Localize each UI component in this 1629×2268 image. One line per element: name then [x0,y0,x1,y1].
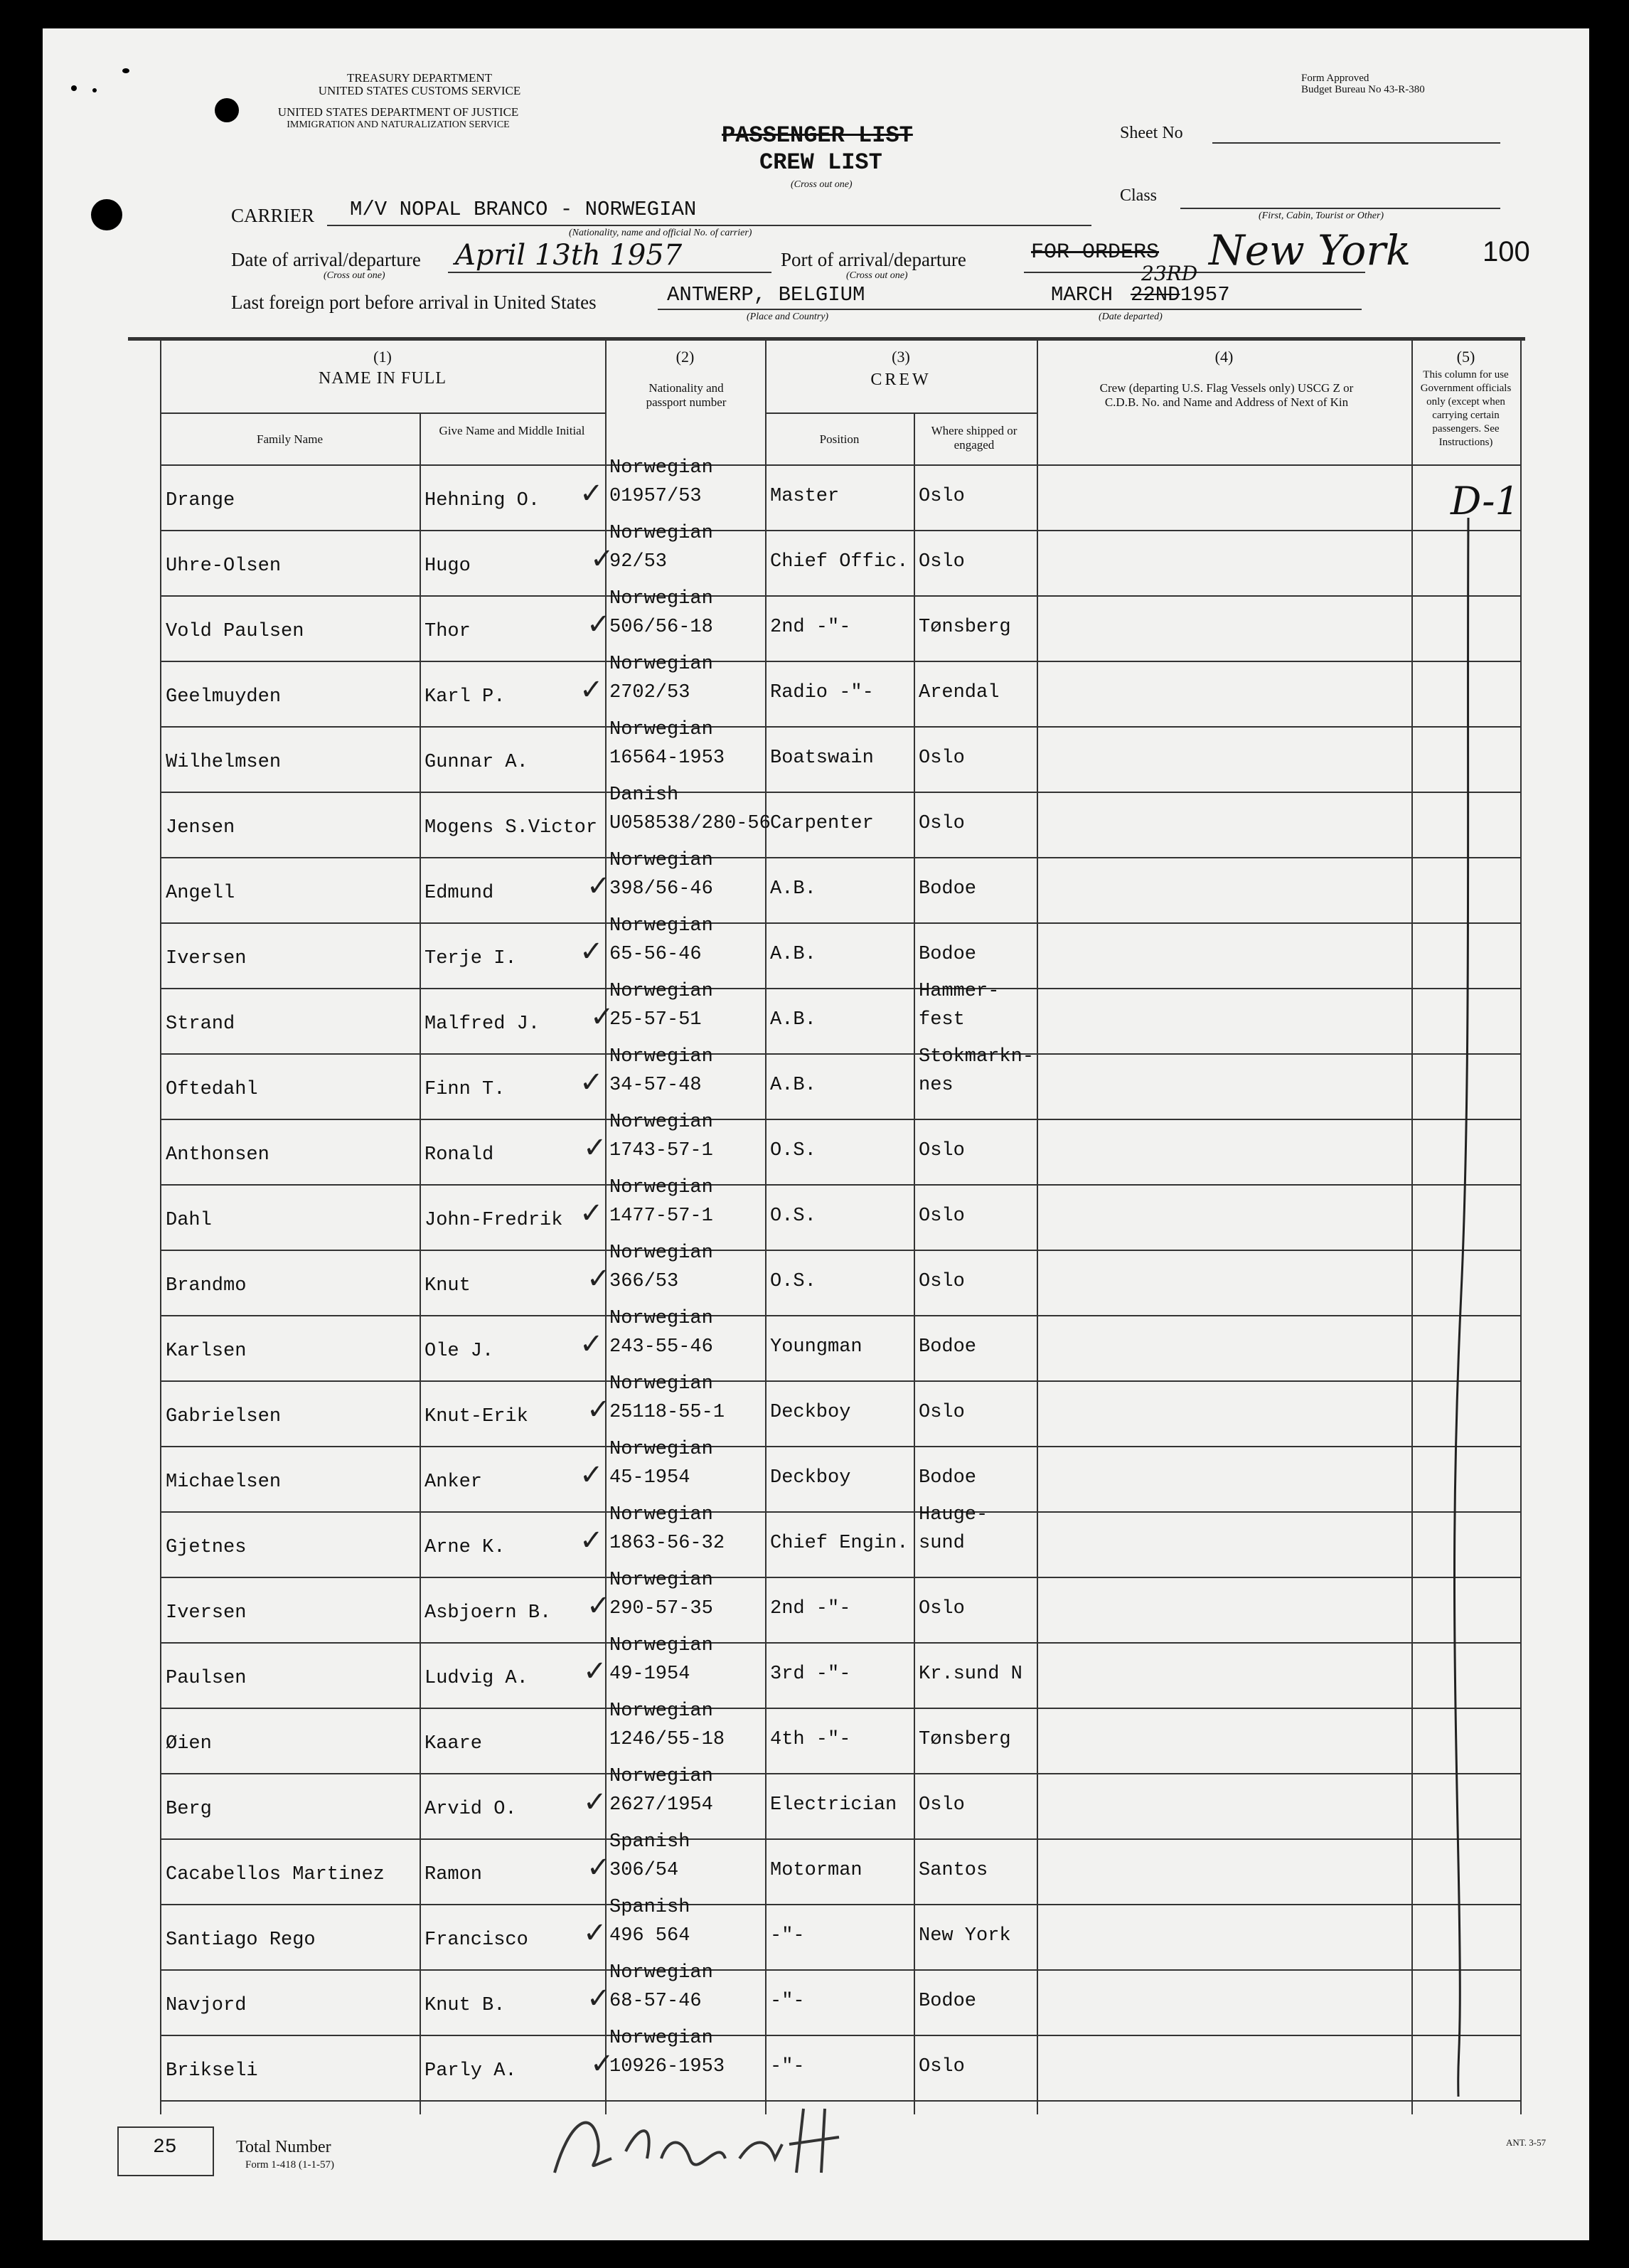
nationality-cell: Norwegian [609,2028,713,2049]
check-mark-icon: ✓ [583,1786,607,1819]
check-mark-icon: ✓ [587,608,611,641]
family-name-cell: Jensen [166,817,235,838]
position-cell: A.B. [770,1009,816,1031]
table-row [160,981,1520,1055]
nationality-cell: Danish [609,784,679,806]
nationality-cell: Norwegian [609,523,713,544]
given-name-cell: Thor [424,621,471,642]
given-name-cell: Anker [424,1471,483,1493]
nationality-cell: Norwegian [609,457,713,479]
family-name-cell: Iversen [166,948,247,969]
passport-cell: 45-1954 [609,1467,690,1489]
foreign-port-note: (Place and Country) [747,312,829,322]
given-name-cell: Parly A. [424,2060,517,2082]
table-row [160,1439,1520,1513]
given-name-cell: Ludvig A. [424,1668,528,1689]
position-cell: Chief Engin. [770,1533,909,1554]
arrival-date-note: (Cross out one) [324,270,385,281]
class-label: Class [1120,186,1158,205]
where-shipped-cell: Oslo [919,1794,965,1816]
check-mark-icon: ✓ [587,870,611,903]
nationality-cell: Norwegian [609,1112,713,1133]
check-mark-icon: ✓ [580,477,604,510]
given-name-cell: Malfred J. [424,1013,540,1035]
arrival-date-label: Date of arrival/departure [231,249,421,270]
table-row [160,1897,1520,1971]
port-value: New York [1209,226,1411,275]
where-shipped-cell: Tønsberg [919,1729,1011,1750]
where-shipped-cell: Bodoe [919,1991,977,2012]
table-row [160,654,1520,728]
given-name-cell: Ronald [424,1144,494,1166]
check-mark-icon: ✓ [580,1328,604,1361]
table-row [160,1962,1520,2036]
table-row [160,1831,1520,1905]
check-mark-icon: ✓ [583,1132,607,1164]
nationality-cell: Norwegian [609,1570,713,1591]
passport-cell: 92/53 [609,551,668,573]
given-name-cell: Gunnar A. [424,752,528,773]
nationality-cell: Norwegian [609,588,713,609]
nationality-cell: Norwegian [609,1962,713,1984]
table-row [160,850,1520,924]
page-number: 100 [1483,236,1530,267]
check-mark-icon: ✓ [587,1851,611,1884]
family-name-cell: Paulsen [166,1668,247,1689]
table-row [160,523,1520,597]
passport-cell: 49-1954 [609,1663,690,1685]
check-mark-icon: ✓ [580,1066,604,1099]
where-shipped-cell: Kr.sund N [919,1663,1022,1685]
family-name-cell: Øien [166,1733,212,1755]
where-shipped-cell: Stokmarkn- [919,1046,1035,1068]
speck [122,68,129,73]
where-shipped-cell-line2: sund [919,1533,965,1554]
nationality-cell: Spanish [609,1831,690,1853]
nationality-cell: Norwegian [609,1700,713,1722]
given-name-cell: Arvid O. [424,1799,517,1820]
where-shipped-cell: Hauge- [919,1504,988,1526]
table-row [160,1177,1520,1251]
col1-given-name: Give Name and Middle Initial [439,424,585,437]
family-name-cell: Iversen [166,1602,247,1624]
position-cell: Carpenter [770,813,874,834]
passport-cell: 2702/53 [609,682,690,703]
passport-cell: 25-57-51 [609,1009,702,1031]
corner-code: ANT. 3-57 [1506,2137,1547,2148]
given-name-cell: Hehning O. [424,490,540,511]
where-shipped-cell: Oslo [919,486,965,507]
position-cell: A.B. [770,944,816,965]
col1-number: (1) [373,348,392,366]
family-name-cell: Karlsen [166,1341,247,1362]
title-cross-out-note: (Cross out one) [791,179,853,190]
position-cell: Deckboy [770,1467,851,1489]
total-number-value: 25 [153,2136,177,2158]
family-name-cell: Gabrielsen [166,1406,282,1427]
family-name-cell: Wilhelmsen [166,752,282,773]
treasury-dept-line2: UNITED STATES CUSTOMS SERVICE [318,84,521,97]
foreign-port-line [658,309,1362,310]
class-line [1180,208,1500,209]
treasury-dept-line1: TREASURY DEPARTMENT [346,71,493,85]
table-row [160,784,1520,858]
given-name-cell: Francisco [424,1929,528,1951]
family-name-cell: Uhre-Olsen [166,555,282,577]
nationality-cell: Norwegian [609,1242,713,1264]
given-name-cell: Ramon [424,1864,483,1885]
nationality-cell: Norwegian [609,1308,713,1329]
nationality-cell: Norwegian [609,1439,713,1460]
nationality-cell: Norwegian [609,1766,713,1787]
passport-cell: 290-57-35 [609,1598,713,1619]
col4-title: Crew (departing U.S. Flag Vessels only) USCG Z or C.D.B. No. and Name and Address of Next of Kin [1099,381,1354,409]
where-shipped-cell-line2: nes [919,1075,954,1096]
col1-title: NAME IN FULL [319,369,447,388]
check-mark-icon: ✓ [587,1982,611,2015]
col3-title: CREW [870,371,931,389]
carrier-value: M/V NOPAL BRANCO - NORWEGIAN [350,198,697,221]
given-name-cell: John-Fredrik [424,1210,563,1231]
family-name-cell: Michaelsen [166,1471,282,1493]
departed-note: (Date departed) [1099,312,1163,322]
table-row [160,2028,1520,2102]
foreign-port-value: ANTWERP, BELGIUM [667,283,865,307]
passport-cell: 34-57-48 [609,1075,702,1096]
where-shipped-cell: Arendal [919,682,1000,703]
carrier-line [327,225,1091,226]
family-name-cell: Angell [166,883,235,904]
official-mark: D-1 [1451,479,1519,523]
family-name-cell: Strand [166,1013,235,1035]
where-shipped-cell: Oslo [919,1402,965,1423]
passport-cell: U058538/280-56 [609,813,771,834]
col4-number: (4) [1214,348,1234,366]
punch-hole [91,199,122,230]
given-name-cell: Asbjoern B. [424,1602,552,1624]
justice-dept-line2: IMMIGRATION AND NATURALIZATION SERVICE [287,119,510,130]
table-row [160,1504,1520,1578]
arrival-date-line [448,272,771,273]
title-passenger-list-struck: PASSENGER LIST [722,122,913,149]
nationality-cell: Norwegian [609,1504,713,1526]
table-row [160,1046,1520,1120]
position-cell: Boatswain [770,747,874,769]
col2-number: (2) [675,348,695,366]
family-name-cell: Navjord [166,1995,247,2016]
family-name-cell: Geelmuyden [166,686,282,708]
family-name-cell: Gjetnes [166,1537,247,1558]
passport-cell: 506/56-18 [609,617,713,638]
port-label: Port of arrival/departure [781,249,966,270]
departed-year: 1957 [1180,283,1230,307]
position-cell: 3rd -"- [770,1663,851,1685]
table-row [160,1635,1520,1709]
check-mark-icon: ✓ [580,1197,604,1230]
position-cell: O.S. [770,1140,816,1161]
col3-where-shipped: Where shipped or engaged [931,424,1018,452]
where-shipped-cell: Santos [919,1860,988,1881]
speck [92,88,97,92]
where-shipped-cell: Oslo [919,813,965,834]
check-mark-icon: ✓ [580,1459,604,1491]
justice-dept-line1: UNITED STATES DEPARTMENT OF JUSTICE [277,105,519,119]
given-name-cell: Hugo [424,555,471,577]
given-name-cell: Terje I. [424,948,517,969]
given-name-cell: Mogens S.Victor [424,817,598,838]
sheet-no-label: Sheet No [1120,124,1183,142]
passport-cell: 1863-56-32 [609,1533,725,1554]
position-cell: -"- [770,1991,805,2012]
total-number-label: Total Number [236,2138,331,2156]
col1-family-name: Family Name [256,432,323,446]
table-row [160,719,1520,793]
family-name-cell: Brikseli [166,2060,258,2082]
where-shipped-cell: Oslo [919,1205,965,1227]
passport-cell: 366/53 [609,1271,679,1292]
form-approved-line1: Form Approved [1301,73,1369,84]
family-name-cell: Santiago Rego [166,1929,316,1951]
col3-number: (3) [892,348,910,366]
table-row [160,915,1520,989]
given-name-cell: Edmund [424,883,494,904]
position-cell: Master [770,486,840,507]
table-row [160,1308,1520,1382]
col3-position: Position [819,432,860,446]
departed-day-correction: 23RD [1141,262,1198,285]
check-mark-icon: ✓ [590,1001,614,1033]
position-cell: 2nd -"- [770,1598,851,1619]
position-cell: Motorman [770,1860,862,1881]
nationality-cell: Norwegian [609,1635,713,1656]
official-column-line [1411,511,1518,2104]
passport-cell: 496 564 [609,1925,690,1947]
where-shipped-cell: Oslo [919,2056,965,2077]
arrival-date-value: April 13th 1957 [455,239,683,272]
carrier-note: (Nationality, name and official No. of carrier) [569,228,752,238]
given-name-cell: Knut-Erik [424,1406,528,1427]
family-name-cell: Oftedahl [166,1079,258,1100]
carrier-label: CARRIER [231,205,315,226]
crew-table [160,340,1522,2114]
nationality-cell: Norwegian [609,981,713,1002]
passport-cell: 1743-57-1 [609,1140,713,1161]
passport-cell: 16564-1953 [609,747,725,769]
position-cell: 2nd -"- [770,617,851,638]
position-cell: Deckboy [770,1402,851,1423]
passport-cell: 1246/55-18 [609,1729,725,1750]
col5-title: This column for use Government officials only (except when carrying certain passengers. See Instructions) [1420,369,1512,448]
passport-cell: 2627/1954 [609,1794,713,1816]
where-shipped-cell: Hammer- [919,981,1000,1002]
table-row [160,1700,1520,1774]
where-shipped-cell: Tønsberg [919,617,1011,638]
punch-hole [215,98,239,122]
check-mark-icon: ✓ [580,935,604,968]
table-row [160,1242,1520,1316]
position-cell: O.S. [770,1205,816,1227]
family-name-cell: Dahl [166,1210,212,1231]
where-shipped-cell-line2: fest [919,1009,965,1031]
position-cell: 4th -"- [770,1729,851,1750]
table-row [160,1570,1520,1644]
position-cell: Electrician [770,1794,897,1816]
sheet-no-line [1212,142,1500,144]
given-name-cell: Finn T. [424,1079,506,1100]
where-shipped-cell: Bodoe [919,944,977,965]
table-row [160,457,1520,531]
given-name-cell: Kaare [424,1733,483,1755]
family-name-cell: Cacabellos Martinez [166,1864,385,1885]
position-cell: Youngman [770,1336,862,1358]
passport-cell: 68-57-46 [609,1991,702,2012]
check-mark-icon: ✓ [580,674,604,706]
family-name-cell: Drange [166,490,235,511]
where-shipped-cell: Oslo [919,1598,965,1619]
check-mark-icon: ✓ [587,1393,611,1426]
form-approved-line2: Budget Bureau No 43-R-380 [1301,84,1425,95]
check-mark-icon: ✓ [583,1655,607,1688]
check-mark-icon: ✓ [590,2048,614,2080]
col5-number: (5) [1456,348,1475,366]
form-number: Form 1-418 (1-1-57) [245,2159,334,2171]
nationality-cell: Norwegian [609,1046,713,1068]
position-cell: -"- [770,1925,805,1947]
position-cell: O.S. [770,1271,816,1292]
where-shipped-cell: Oslo [919,551,965,573]
nationality-cell: Norwegian [609,915,713,937]
nationality-cell: Spanish [609,1897,690,1918]
passport-cell: 398/56-46 [609,878,713,900]
family-name-cell: Anthonsen [166,1144,269,1166]
given-name-cell: Knut [424,1275,471,1297]
nationality-cell: Norwegian [609,1373,713,1395]
check-mark-icon: ✓ [580,1524,604,1557]
position-cell: Chief Offic. [770,551,909,573]
given-name-cell: Arne K. [424,1537,506,1558]
signature [540,2094,867,2194]
given-name-cell: Karl P. [424,686,506,708]
nationality-cell: Norwegian [609,1177,713,1198]
position-cell: A.B. [770,878,816,900]
position-cell: Radio -"- [770,682,874,703]
speck [71,85,77,91]
family-name-cell: Berg [166,1799,212,1820]
check-mark-icon: ✓ [587,1262,611,1295]
passport-cell: 65-56-46 [609,944,702,965]
check-mark-icon: ✓ [590,543,614,575]
foreign-port-label: Last foreign port before arrival in United States [231,292,597,313]
passport-cell: 243-55-46 [609,1336,713,1358]
nationality-cell: Norwegian [609,654,713,675]
where-shipped-cell: New York [919,1925,1011,1947]
passport-cell: 306/54 [609,1860,679,1881]
passport-cell: 1477-57-1 [609,1205,713,1227]
where-shipped-cell: Oslo [919,747,965,769]
where-shipped-cell: Bodoe [919,1336,977,1358]
where-shipped-cell: Bodoe [919,878,977,900]
col2-title: Nationality and passport number [646,381,727,409]
check-mark-icon: ✓ [583,1917,607,1949]
given-name-cell: Knut B. [424,1995,506,2016]
table-row [160,1766,1520,1840]
given-name-cell: Ole J. [424,1341,494,1362]
passport-cell: 25118-55-1 [609,1402,725,1423]
table-row [160,588,1520,662]
nationality-cell: Norwegian [609,719,713,740]
departed-month: MARCH [1051,283,1113,307]
check-mark-icon: ✓ [587,1590,611,1622]
position-cell: -"- [770,2056,805,2077]
nationality-cell: Norwegian [609,850,713,871]
table-row [160,1112,1520,1186]
family-name-cell: Brandmo [166,1275,247,1297]
where-shipped-cell: Oslo [919,1140,965,1161]
title-crew-list: CREW LIST [759,149,882,176]
where-shipped-cell: Bodoe [919,1467,977,1489]
port-note: (Cross out one) [846,270,908,281]
table-row [160,1373,1520,1447]
departed-day-struck: 22ND [1131,283,1180,307]
class-note: (First, Cabin, Tourist or Other) [1259,211,1384,221]
passport-cell: 10926-1953 [609,2056,725,2077]
port-struck: FOR ORDERS [1031,240,1160,265]
position-cell: A.B. [770,1075,816,1096]
passport-cell: 01957/53 [609,486,702,507]
where-shipped-cell: Oslo [919,1271,965,1292]
family-name-cell: Vold Paulsen [166,621,304,642]
